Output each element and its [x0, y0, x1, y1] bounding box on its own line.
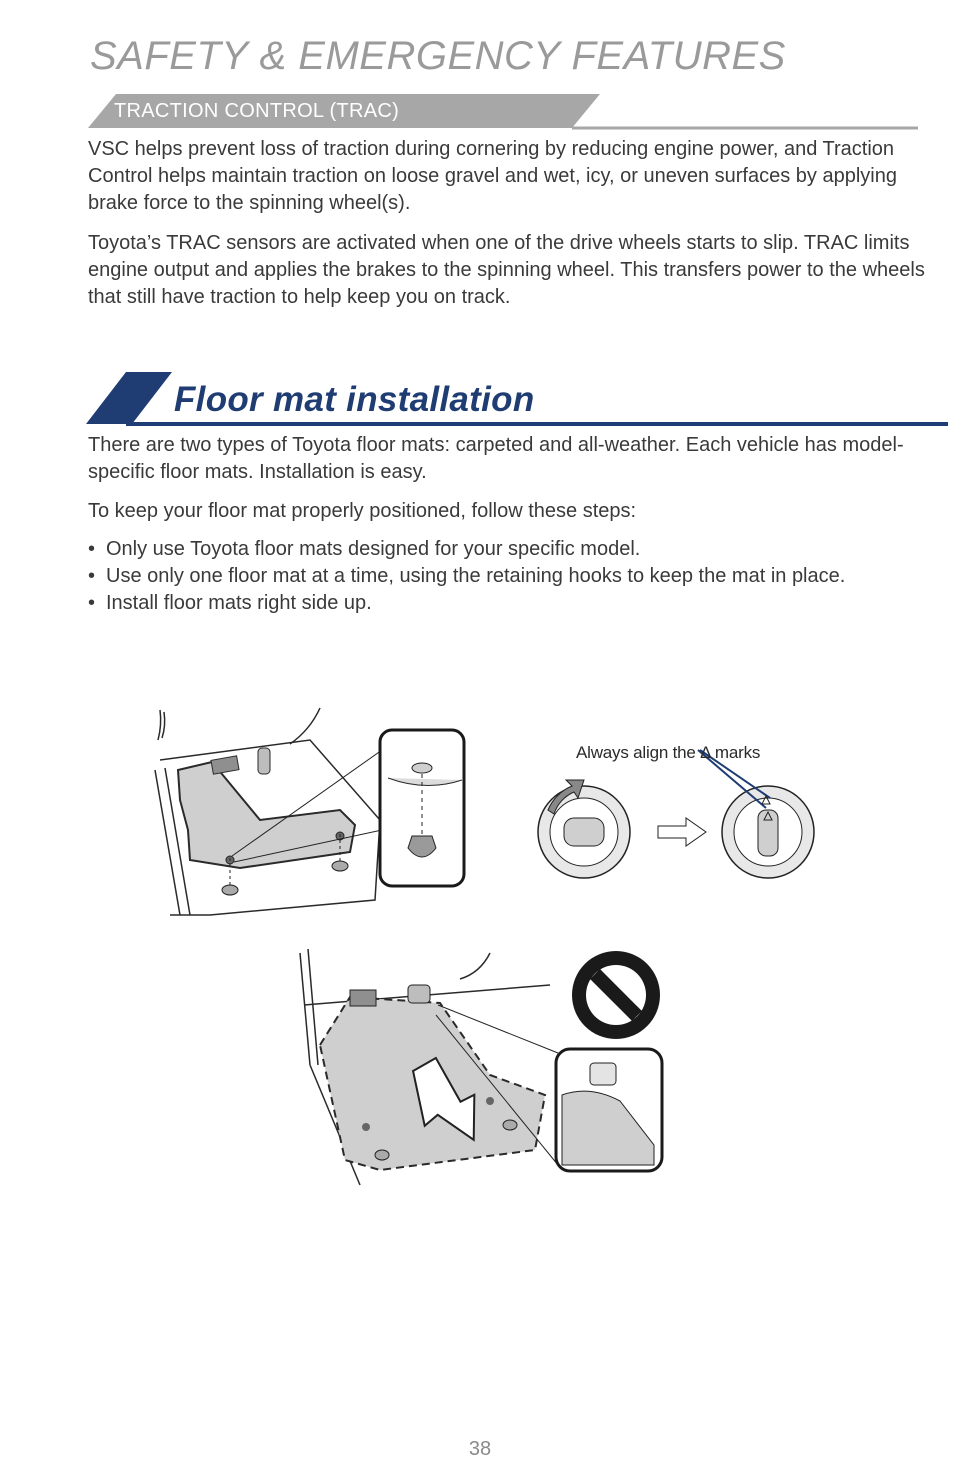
trac-paragraph-2: Toyota’s TRAC sensors are activated when one of the drive wheels starts to slip. TRAC limits engine output and applies the brakes to the spinning wheel. This transfers power to the wheels that still have traction to help keep you on track. [88, 232, 925, 308]
incorrect-installation-illustration [290, 945, 680, 1195]
alignment-caption: Always align the Δ marks [576, 743, 761, 762]
trac-paragraph-1: VSC helps prevent loss of traction during cornering by reducing engine power, and Traction Control helps maintain traction on loose gravel and wet, icy, or uneven surfaces by applying brake force to the spinning wheel(s). [88, 138, 897, 214]
list-item: • Install floor mats right side up. [88, 590, 928, 617]
floor-mat-steps-list [88, 536, 928, 617]
trac-section-banner [88, 94, 918, 134]
page-number: 38 [468, 1438, 492, 1460]
trac-section-heading: TRACTION CONTROL (TRAC) [114, 100, 400, 122]
floor-mat-paragraph-1: There are two types of Toyota floor mats: carpeted and all-weather. Each vehicle has model-specific floor mats. Installation is easy. [88, 434, 904, 483]
page-section-title: SAFETY & EMERGENCY FEATURES [90, 34, 786, 78]
floor-mat-section-banner [86, 372, 948, 432]
floor-mat-paragraph-2: To keep your floor mat properly positioned, follow these steps: [88, 500, 637, 522]
floor-mat-hook-illustration [150, 700, 470, 925]
list-item: • Use only one floor mat at a time, using the retaining hooks to keep the mat in place. [88, 563, 928, 590]
floor-mat-heading: Floor mat installation [174, 380, 535, 419]
list-item: • Only use Toyota floor mats designed for your specific model. [88, 536, 928, 563]
